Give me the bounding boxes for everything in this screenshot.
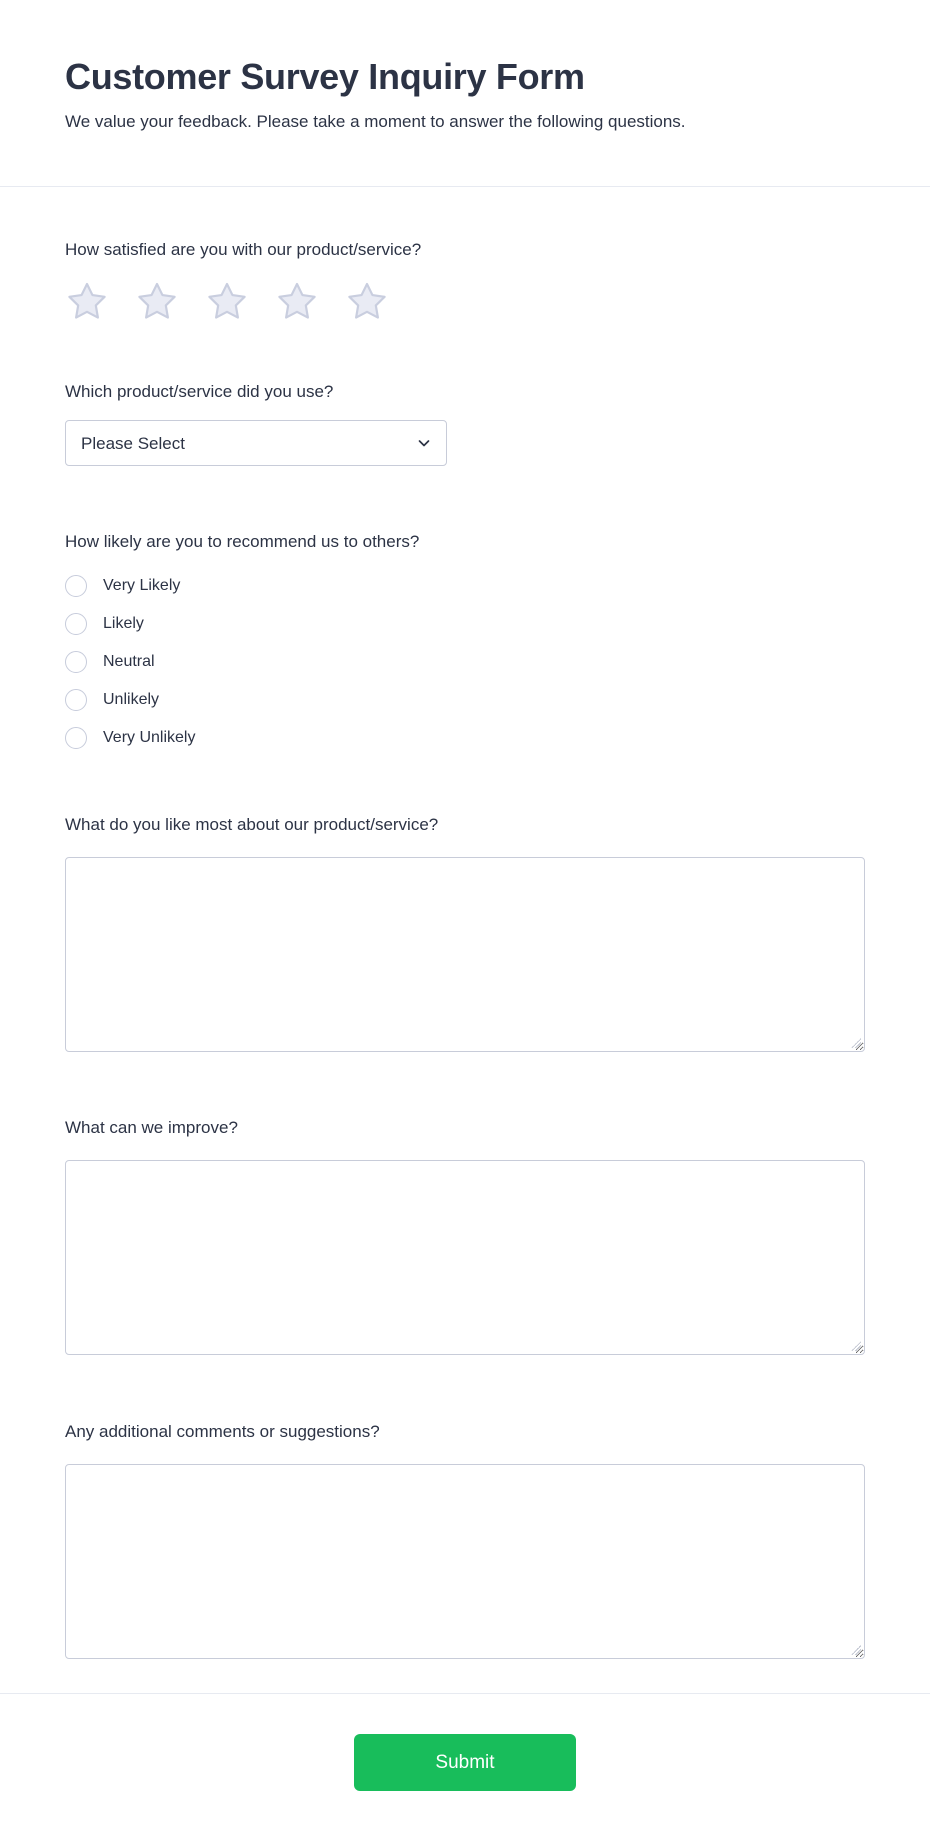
question-label: How satisfied are you with our product/service? bbox=[65, 240, 422, 259]
radio-option-very-likely[interactable] bbox=[65, 573, 865, 599]
question-like-most bbox=[65, 814, 865, 1052]
radio-option-label: Unlikely bbox=[103, 691, 160, 708]
question-recommend bbox=[65, 531, 865, 751]
product-select[interactable] bbox=[65, 420, 447, 466]
question-improve bbox=[65, 1117, 865, 1355]
radio-button-icon bbox=[65, 575, 87, 597]
like-most-textarea[interactable] bbox=[65, 857, 865, 1052]
radio-option-unlikely[interactable] bbox=[65, 687, 865, 713]
star-icon[interactable] bbox=[135, 280, 179, 324]
question-comments bbox=[65, 1421, 865, 1659]
page-subtitle: We value your feedback. Please take a moment to answer the following questions. bbox=[65, 112, 686, 131]
radio-button-icon bbox=[65, 651, 87, 673]
form-footer bbox=[0, 1694, 930, 1842]
product-select-wrapper bbox=[65, 420, 447, 466]
radio-group bbox=[65, 573, 865, 751]
question-label: Any additional comments or suggestions? bbox=[65, 1422, 380, 1441]
textarea-wrapper bbox=[65, 857, 865, 1052]
radio-button-icon bbox=[65, 727, 87, 749]
radio-option-neutral[interactable] bbox=[65, 649, 865, 675]
submit-button[interactable]: Submit bbox=[354, 1734, 576, 1791]
comments-textarea[interactable] bbox=[65, 1464, 865, 1659]
radio-option-label: Neutral bbox=[103, 653, 155, 670]
textarea-wrapper bbox=[65, 1464, 865, 1659]
star-icon[interactable] bbox=[345, 280, 389, 324]
radio-option-label: Very Likely bbox=[103, 577, 181, 594]
page-title: Customer Survey Inquiry Form bbox=[65, 56, 585, 97]
star-rating-group bbox=[65, 279, 865, 325]
radio-option-likely[interactable] bbox=[65, 611, 865, 637]
textarea-wrapper bbox=[65, 1160, 865, 1355]
star-icon[interactable] bbox=[275, 280, 319, 324]
question-product bbox=[65, 381, 865, 466]
question-label: Which product/service did you use? bbox=[65, 382, 334, 401]
radio-button-icon bbox=[65, 613, 87, 635]
form-body bbox=[0, 187, 930, 1659]
star-icon[interactable] bbox=[65, 280, 109, 324]
question-label: How likely are you to recommend us to others? bbox=[65, 532, 420, 551]
radio-option-label: Likely bbox=[103, 615, 144, 632]
question-satisfaction bbox=[65, 239, 865, 325]
improve-textarea[interactable] bbox=[65, 1160, 865, 1355]
question-label: What do you like most about our product/service? bbox=[65, 815, 439, 834]
star-icon[interactable] bbox=[205, 280, 249, 324]
question-label: What can we improve? bbox=[65, 1118, 238, 1137]
radio-button-icon bbox=[65, 689, 87, 711]
form-header bbox=[0, 0, 930, 132]
radio-option-label: Very Unlikely bbox=[103, 729, 196, 746]
radio-option-very-unlikely[interactable] bbox=[65, 725, 865, 751]
